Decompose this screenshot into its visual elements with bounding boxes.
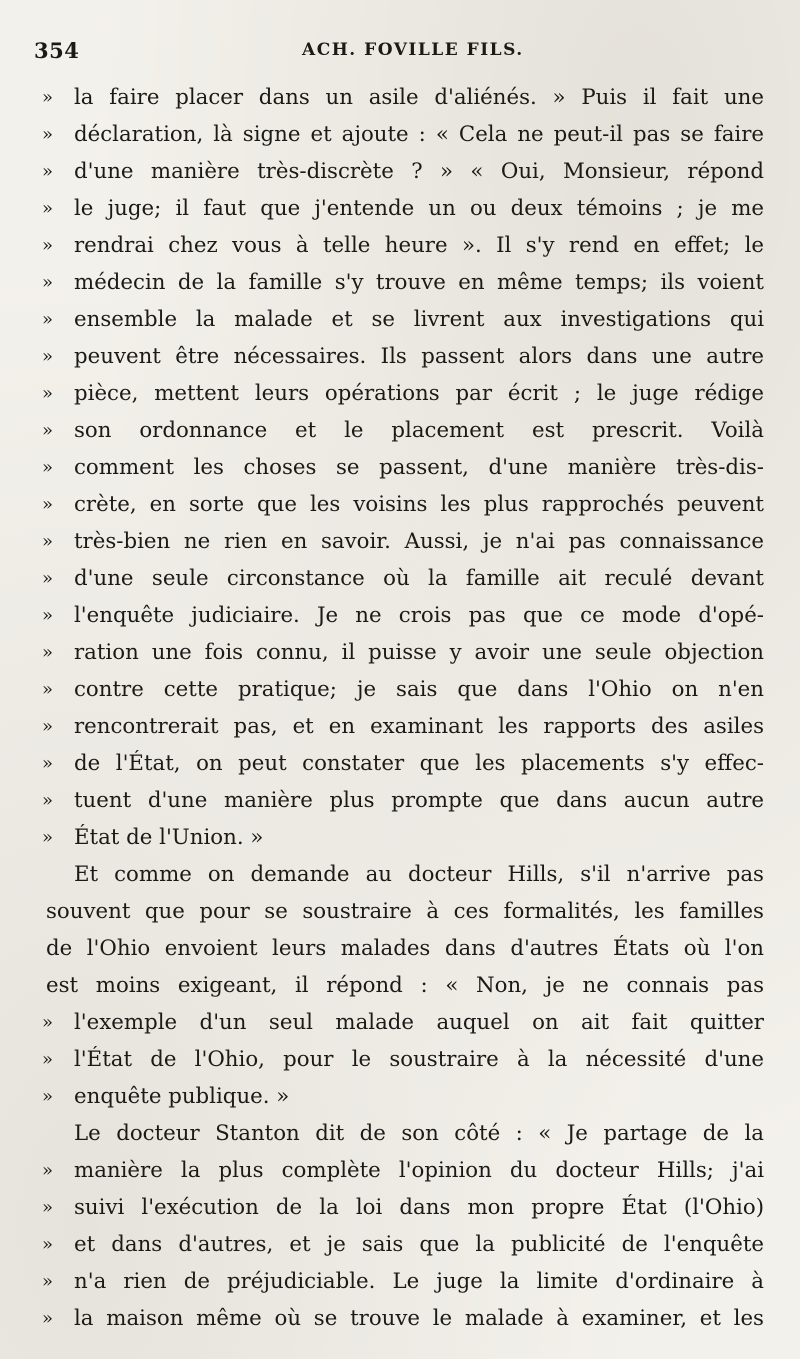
text-line <box>38 745 764 782</box>
line-text: est moins exigeant, il répond : « Non, je ne connais pas <box>46 973 764 998</box>
line-text: Le docteur Stanton dit de son côté : « Je partage de la <box>74 1121 764 1146</box>
line-text: l'enquête judiciaire. Je ne crois pas que ce mode d'opé- <box>74 603 764 628</box>
text-line <box>38 930 764 967</box>
quote-mark: » <box>42 235 54 256</box>
text-line <box>38 338 764 375</box>
text-line <box>38 79 764 116</box>
quote-mark: » <box>42 272 54 293</box>
text-line <box>38 375 764 412</box>
line-text: l'exemple d'un seul malade auquel on ait fait quitter <box>74 1010 764 1035</box>
quote-mark: » <box>42 494 54 515</box>
text-line <box>38 560 764 597</box>
quote-mark: » <box>42 198 54 219</box>
line-text: crète, en sorte que les voisins les plus rapprochés peuvent <box>74 492 764 517</box>
line-text: très-bien ne rien en savoir. Aussi, je n'ai pas connaissance <box>74 529 764 554</box>
line-text: pièce, mettent leurs opérations par écrit ; le juge rédige <box>74 381 764 406</box>
line-text: rencontrerait pas, et en examinant les rapports des asiles <box>74 714 764 739</box>
quote-mark: » <box>42 1012 54 1033</box>
text-line <box>38 1078 764 1115</box>
text-line <box>38 190 764 227</box>
line-text: État de l'Union. » <box>74 825 264 850</box>
quote-mark: » <box>42 605 54 626</box>
line-text: de l'État, on peut constater que les placements s'y effec- <box>74 751 764 776</box>
line-text: la faire placer dans un asile d'aliénés. » Puis il fait une <box>74 85 764 110</box>
running-title: ACH. FOVILLE FILS. <box>302 40 524 60</box>
text-line <box>38 782 764 819</box>
quote-mark: » <box>42 1308 54 1329</box>
text-line <box>38 597 764 634</box>
quote-mark: » <box>42 383 54 404</box>
line-text: son ordonnance et le placement est prescrit. Voilà <box>74 418 764 443</box>
text-line <box>38 116 764 153</box>
quote-mark: » <box>42 124 54 145</box>
text-line <box>38 1263 764 1300</box>
quote-mark: » <box>42 790 54 811</box>
quote-mark: » <box>42 642 54 663</box>
quote-mark: » <box>42 1271 54 1292</box>
line-text: n'a rien de préjudiciable. Le juge la limite d'ordinaire à <box>74 1269 764 1294</box>
quote-mark: » <box>42 1160 54 1181</box>
text-line <box>38 856 764 893</box>
quote-mark: » <box>42 420 54 441</box>
running-head <box>34 38 760 70</box>
quote-mark: » <box>42 679 54 700</box>
line-text: déclaration, là signe et ajoute : « Cela ne peut-il pas se faire <box>74 122 764 147</box>
quote-mark: » <box>42 753 54 774</box>
quote-mark: » <box>42 1197 54 1218</box>
line-text: Et comme on demande au docteur Hills, s'il n'arrive pas <box>74 862 764 887</box>
quote-mark: » <box>42 1234 54 1255</box>
quote-mark: » <box>42 87 54 108</box>
text-line <box>38 708 764 745</box>
text-line <box>38 1115 764 1152</box>
quote-mark: » <box>42 1086 54 1107</box>
line-text: manière la plus complète l'opinion du docteur Hills; j'ai <box>74 1158 764 1183</box>
line-text: la maison même où se trouve le malade à examiner, et les <box>74 1306 764 1331</box>
text-line <box>38 819 764 856</box>
line-text: l'État de l'Ohio, pour le soustraire à la nécessité d'une <box>74 1047 764 1072</box>
quote-mark: » <box>42 568 54 589</box>
text-line <box>38 671 764 708</box>
text-line <box>38 301 764 338</box>
page-number: 354 <box>34 38 80 63</box>
text-line <box>38 412 764 449</box>
quote-mark: » <box>42 827 54 848</box>
line-text: enquête publique. » <box>74 1084 290 1109</box>
text-line <box>38 264 764 301</box>
text-line <box>38 1041 764 1078</box>
line-text: médecin de la famille s'y trouve en même temps; ils voient <box>74 270 764 295</box>
line-text: tuent d'une manière plus prompte que dans aucun autre <box>74 788 764 813</box>
text-line <box>38 1004 764 1041</box>
line-text: contre cette pratique; je sais que dans l'Ohio on n'en <box>74 677 764 702</box>
line-text: d'une seule circonstance où la famille ait reculé devant <box>74 566 764 591</box>
text-body <box>38 79 764 1337</box>
text-line <box>38 153 764 190</box>
line-text: suivi l'exécution de la loi dans mon propre État (l'Ohio) <box>74 1195 764 1220</box>
line-text: et dans d'autres, et je sais que la publicité de l'enquête <box>74 1232 764 1257</box>
text-line <box>38 893 764 930</box>
text-line <box>38 634 764 671</box>
line-text: ration une fois connu, il puisse y avoir une seule objection <box>74 640 764 665</box>
text-line <box>38 227 764 264</box>
text-line <box>38 486 764 523</box>
quote-mark: » <box>42 457 54 478</box>
line-text: rendrai chez vous à telle heure ». Il s'y rend en effet; le <box>74 233 764 258</box>
text-line <box>38 523 764 560</box>
quote-mark: » <box>42 346 54 367</box>
text-line <box>38 1189 764 1226</box>
text-line <box>38 449 764 486</box>
quote-mark: » <box>42 531 54 552</box>
line-text: de l'Ohio envoient leurs malades dans d'autres États où l'on <box>46 936 764 961</box>
line-text: peuvent être nécessaires. Ils passent alors dans une autre <box>74 344 764 369</box>
quote-mark: » <box>42 716 54 737</box>
text-line <box>38 1226 764 1263</box>
line-text: ensemble la malade et se livrent aux investigations qui <box>74 307 764 332</box>
text-line <box>38 1300 764 1337</box>
text-line <box>38 967 764 1004</box>
quote-mark: » <box>42 161 54 182</box>
quote-mark: » <box>42 309 54 330</box>
line-text: d'une manière très-discrète ? » « Oui, Monsieur, répond <box>74 159 764 184</box>
line-text: souvent que pour se soustraire à ces formalités, les familles <box>46 899 764 924</box>
quote-mark: » <box>42 1049 54 1070</box>
text-line <box>38 1152 764 1189</box>
line-text: comment les choses se passent, d'une manière très-dis- <box>74 455 764 480</box>
line-text: le juge; il faut que j'entende un ou deux témoins ; je me <box>74 196 764 221</box>
